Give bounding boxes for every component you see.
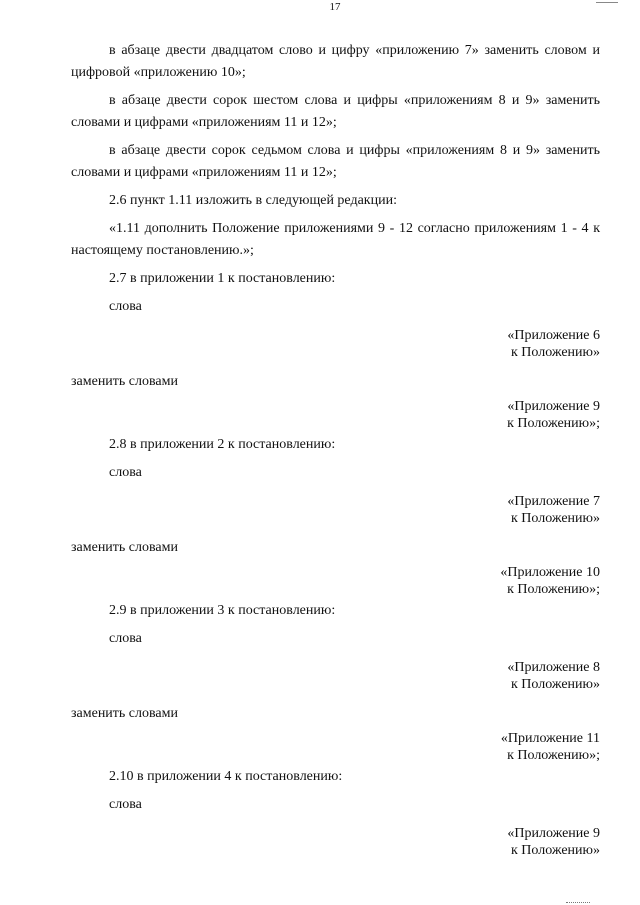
quote-line: к Положению»; bbox=[507, 582, 600, 597]
quote-line: к Положению» bbox=[510, 843, 600, 858]
footer-mark bbox=[566, 899, 590, 903]
section-2-9-old-quote bbox=[71, 659, 600, 693]
section-2-8-old-quote bbox=[71, 493, 600, 527]
page-number-container bbox=[0, 0, 640, 14]
quote-line: «Приложение 6 bbox=[507, 328, 600, 343]
section-2-8-heading: 2.8 в приложении 2 к постановлению: bbox=[109, 437, 336, 452]
section-2-7-old-quote bbox=[71, 327, 600, 361]
quote-line: «Приложение 9 bbox=[507, 399, 600, 414]
section-2-7-words-label: слова bbox=[109, 299, 142, 314]
quote-line: «Приложение 7 bbox=[507, 494, 600, 509]
paragraph-abzac-247: в абзаце двести сорок седьмом слова и цифры «приложениям 8 и 9» заменить словами и цифрами «приложениям 11 и 12»; bbox=[71, 143, 600, 180]
section-2-7-new-quote bbox=[71, 398, 600, 432]
quote-line: «Приложение 11 bbox=[500, 731, 600, 746]
quote-line: к Положению» bbox=[510, 677, 600, 692]
quote-line: «Приложение 9 bbox=[507, 826, 600, 841]
paragraph-1-11-text: «1.11 дополнить Положение приложениями 9 - 12 согласно приложениям 1 - 4 к настоящему постановлению.»; bbox=[71, 221, 600, 258]
section-2-9-heading: 2.9 в приложении 3 к постановлению: bbox=[109, 603, 336, 618]
quote-line: «Приложение 8 bbox=[507, 660, 600, 675]
quote-line: к Положению» bbox=[510, 511, 600, 526]
section-2-10-old-quote bbox=[71, 825, 600, 859]
section-2-7-replace-label: заменить словами bbox=[71, 374, 178, 389]
paragraph-2-6: 2.6 пункт 1.11 изложить в следующей редакции: bbox=[109, 193, 397, 208]
section-2-7-heading: 2.7 в приложении 1 к постановлению: bbox=[109, 271, 336, 286]
quote-line: к Положению» bbox=[510, 345, 600, 360]
quote-line: «Приложение 10 bbox=[500, 565, 600, 580]
quote-line: к Положению»; bbox=[507, 416, 600, 431]
document-body bbox=[71, 40, 600, 859]
section-2-9-words-label: слова bbox=[109, 631, 142, 646]
paragraph-abzac-220: в абзаце двести двадцатом слово и цифру «приложению 7» заменить словом и цифровой «приложению 10»; bbox=[71, 43, 600, 80]
quote-line: к Положению»; bbox=[507, 748, 600, 763]
section-2-8-replace-label: заменить словами bbox=[71, 540, 178, 555]
section-2-9-replace-label: заменить словами bbox=[71, 706, 178, 721]
section-2-10-heading: 2.10 в приложении 4 к постановлению: bbox=[109, 769, 343, 784]
section-2-8-new-quote bbox=[71, 564, 600, 598]
page-number: 17 bbox=[329, 1, 341, 13]
section-2-8-words-label: слова bbox=[109, 465, 142, 480]
paragraph-abzac-246: в абзаце двести сорок шестом слова и цифры «приложениям 8 и 9» заменить словами и цифрами «приложениям 11 и 12»; bbox=[71, 93, 600, 130]
section-2-10-words-label: слова bbox=[109, 797, 142, 812]
section-2-9-new-quote bbox=[71, 730, 600, 764]
